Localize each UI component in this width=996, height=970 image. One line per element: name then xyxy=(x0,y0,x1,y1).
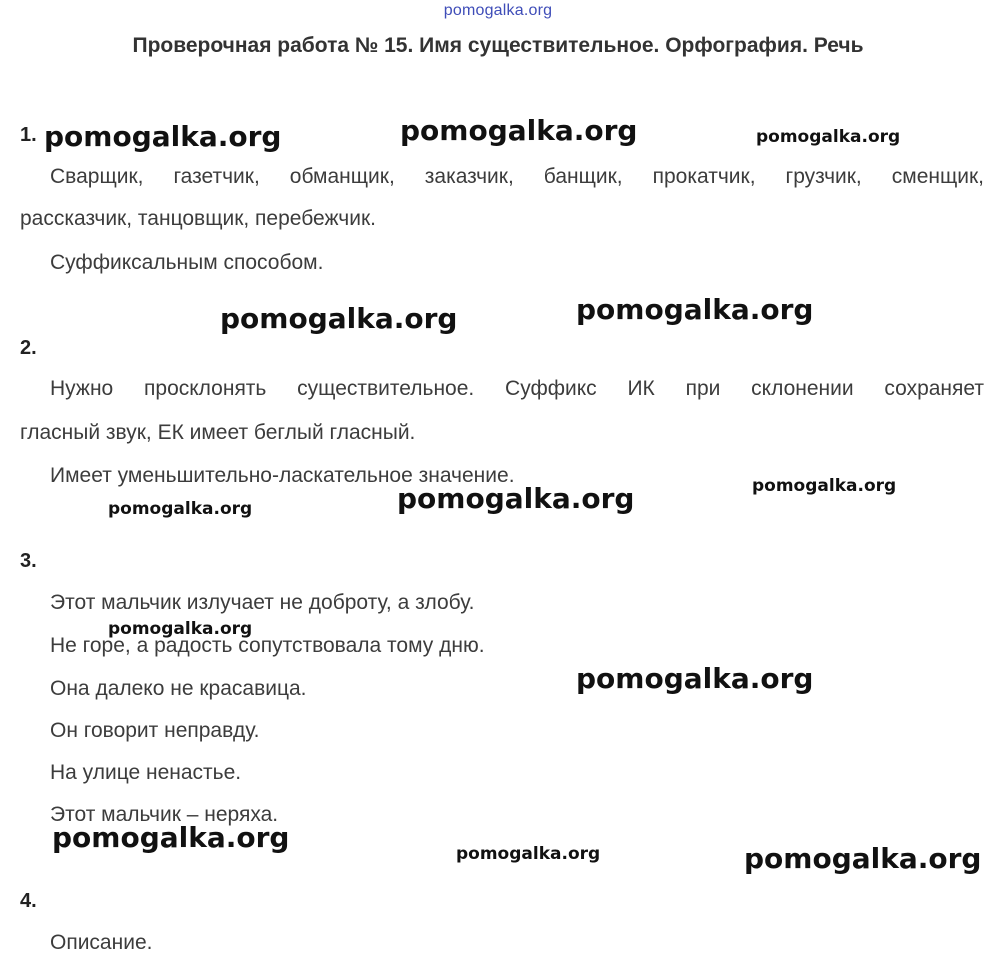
task-2-line-1: Нужно просклонять существительное. Суффикс ИК при склонении сохраняет xyxy=(50,377,984,400)
task-3-line: Он говорит неправду. xyxy=(50,719,260,742)
task-3-line: Она далеко не красавица. xyxy=(50,677,307,700)
watermark: pomogalka.org xyxy=(400,114,638,147)
watermark: pomogalka.org xyxy=(576,293,814,326)
watermark: pomogalka.org xyxy=(108,499,253,519)
site-header-link[interactable]: pomogalka.org xyxy=(443,2,553,19)
task-2-line-3: Имеет уменьшительно-ласкательное значение. xyxy=(50,464,515,487)
task-4-number: 4. xyxy=(20,890,37,912)
task-1-line-2: рассказчик, танцовщик, перебежчик. xyxy=(20,207,376,230)
watermark: pomogalka.org xyxy=(108,619,253,639)
task-3-line: Этот мальчик излучает не доброту, а злобу. xyxy=(50,591,475,614)
watermark: pomogalka.org xyxy=(220,302,458,335)
watermark: pomogalka.org xyxy=(752,476,897,496)
task-3-number: 3. xyxy=(20,550,37,572)
watermark: pomogalka.org xyxy=(397,482,635,515)
task-2-line-2: гласный звук, ЕК имеет беглый гласный. xyxy=(20,421,416,444)
watermark: pomogalka.org xyxy=(576,662,814,695)
watermark: pomogalka.org xyxy=(456,844,601,864)
watermark: pomogalka.org xyxy=(52,821,290,854)
page-title: Проверочная работа № 15. Имя существительное. Орфография. Речь xyxy=(132,34,864,57)
task-3-line: На улице ненастье. xyxy=(50,761,242,784)
task-1-number: 1. xyxy=(20,124,37,146)
watermark: pomogalka.org xyxy=(756,127,901,147)
task-1-line-3: Суффиксальным способом. xyxy=(50,251,324,274)
watermark: pomogalka.org xyxy=(44,120,282,153)
task-2-number: 2. xyxy=(20,337,37,359)
task-3-line: Этот мальчик – неряха. xyxy=(50,803,279,826)
task-4-line-1: Описание. xyxy=(50,931,153,954)
task-1-line-1: Сварщик, газетчик, обманщик, заказчик, банщик, прокатчик, грузчик, сменщик, xyxy=(50,165,984,188)
watermark: pomogalka.org xyxy=(744,842,982,875)
task-3-line: Не горе, а радость сопутствовала тому дню. xyxy=(50,634,485,657)
